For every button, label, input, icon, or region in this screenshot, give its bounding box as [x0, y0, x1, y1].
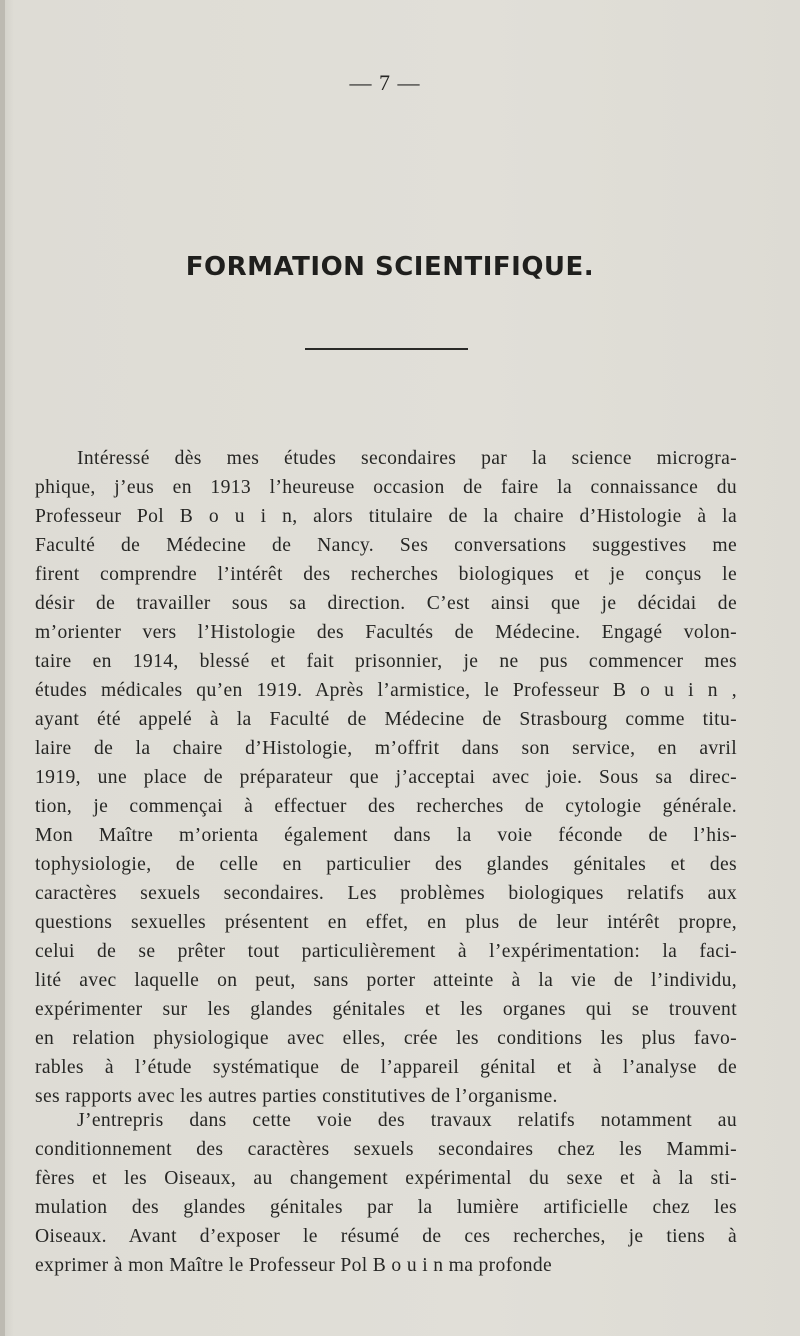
text-line: exprimer à mon Maître le Professeur Pol B o u i n ma profonde [35, 1255, 553, 1276]
text-line: phique, j’eus en 1913 l’heureuse occasion de faire la connaissance du [35, 477, 737, 498]
text-line: fères et les Oiseaux, au changement expérimental du sexe et à la sti- [35, 1168, 737, 1189]
text-line: conditionnement des caractères sexuels secondaires chez les Mammi- [35, 1139, 737, 1160]
page-edge [0, 0, 5, 1336]
text-line: tion, je commençai à effectuer des recherches de cytologie générale. [35, 796, 737, 817]
text-line: 1919, une place de préparateur que j’acceptai avec joie. Sous sa direc- [35, 767, 737, 788]
text-line: rables à l’étude systématique de l’appareil génital et à l’analyse de [35, 1057, 737, 1078]
text-line: lité avec laquelle on peut, sans porter atteinte à la vie de l’individu, [35, 970, 737, 991]
page-number: — 7 — [349, 70, 421, 95]
text-line: firent comprendre l’intérêt des recherches biologiques et je conçus le [35, 564, 737, 585]
text-line: Faculté de Médecine de Nancy. Ses conversations suggestives me [35, 535, 737, 556]
text-line: expérimenter sur les glandes génitales et les organes qui se trouvent [35, 999, 737, 1020]
paragraph-1 [35, 444, 737, 1111]
text-line: ses rapports avec les autres parties constitutives de l’organisme. [35, 1086, 558, 1107]
text-line: questions sexuelles présentent en effet, en plus de leur intérêt propre, [35, 912, 737, 933]
text-line: études médicales qu’en 1919. Après l’armistice, le Professeur B o u i n , [35, 680, 737, 701]
text-line: tophysiologie, de celle en particulier des glandes génitales et des [35, 854, 737, 875]
text-line: J’entrepris dans cette voie des travaux relatifs notamment au [77, 1110, 737, 1131]
text-line: taire en 1914, blessé et fait prisonnier, je ne pus commencer mes [35, 651, 737, 672]
paragraph-2 [35, 1106, 737, 1280]
text-line: Mon Maître m’orienta également dans la voie féconde de l’his- [35, 825, 737, 846]
text-line: en relation physiologique avec elles, crée les conditions les plus favo- [35, 1028, 737, 1049]
section-title: FORMATION SCIENTIFIQUE. [185, 252, 595, 282]
text-line: désir de travailler sous sa direction. C’est ainsi que je décidai de [35, 593, 737, 614]
text-line: Intéressé dès mes études secondaires par la science microgra- [77, 448, 737, 469]
text-line: caractères sexuels secondaires. Les problèmes biologiques relatifs aux [35, 883, 737, 904]
text-line: ayant été appelé à la Faculté de Médecine de Strasbourg comme titu- [35, 709, 737, 730]
text-line: m’orienter vers l’Histologie des Facultés de Médecine. Engagé volon- [35, 622, 737, 643]
text-line: celui de se prêter tout particulièrement à l’expérimentation: la faci- [35, 941, 737, 962]
text-line: Oiseaux. Avant d’exposer le résumé de ces recherches, je tiens à [35, 1226, 737, 1247]
text-line: Professeur Pol B o u i n, alors titulaire de la chaire d’Histologie à la [35, 506, 737, 527]
text-line: mulation des glandes génitales par la lumière artificielle chez les [35, 1197, 737, 1218]
text-line: laire de la chaire d’Histologie, m’offrit dans son service, en avril [35, 738, 737, 759]
title-divider [305, 348, 468, 350]
